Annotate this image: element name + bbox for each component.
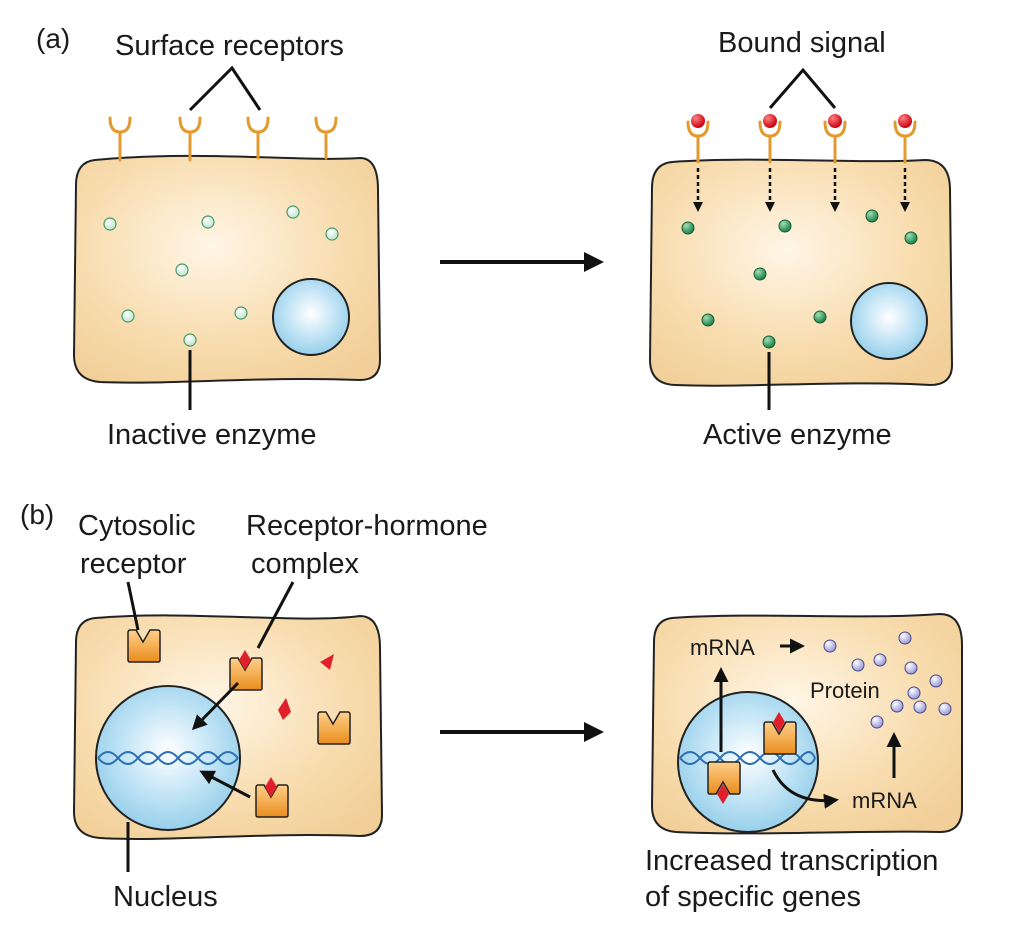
active-enzyme-dot: [866, 210, 878, 222]
receptor-icon: [760, 114, 780, 162]
active-enzyme-dot: [905, 232, 917, 244]
active-enzyme-dot: [682, 222, 694, 234]
cell-left-a: [74, 156, 380, 383]
inactive-enzyme-label: Inactive enzyme: [107, 419, 317, 451]
protein-dot: [824, 640, 836, 652]
inactive-enzyme-dot: [202, 216, 214, 228]
signal-molecule: [691, 114, 705, 128]
inactive-enzyme-dot: [184, 334, 196, 346]
active-enzyme-dot: [779, 220, 791, 232]
mrna-bottom-label: mRNA: [852, 788, 917, 813]
signal-molecule: [898, 114, 912, 128]
receptor-icon: [688, 114, 708, 162]
active-enzyme-label: Active enzyme: [703, 419, 892, 451]
protein-dot: [914, 701, 926, 713]
protein-dot: [930, 675, 942, 687]
surface-receptors-pointer: [190, 68, 260, 110]
cytosolic-receptor-label-line1: Cytosolic: [78, 510, 196, 542]
receptor-icon: [180, 118, 200, 160]
nucleus-left-a: [273, 279, 349, 355]
cytosolic-receptor-label-line2: receptor: [80, 548, 187, 580]
receptor-icon: [895, 114, 915, 162]
complex-label-line2: complex: [251, 548, 359, 580]
receptor-icon: [248, 118, 268, 158]
protein-dot: [939, 703, 951, 715]
protein-dot: [908, 687, 920, 699]
nucleus-label: Nucleus: [113, 881, 218, 913]
protein-dot: [905, 662, 917, 674]
signal-molecule: [763, 114, 777, 128]
inactive-enzyme-dot: [104, 218, 116, 230]
inactive-enzyme-dot: [287, 206, 299, 218]
mrna-top-label: mRNA: [690, 635, 755, 660]
active-enzyme-dot: [702, 314, 714, 326]
protein-dot: [891, 700, 903, 712]
result-label-line1: Increased transcription: [645, 845, 939, 877]
inactive-enzyme-dot: [326, 228, 338, 240]
receptor-icon: [825, 114, 845, 162]
receptor-icon: [110, 118, 130, 160]
inactive-enzyme-dot: [176, 264, 188, 276]
protein-dot: [871, 716, 883, 728]
bound-signal-pointer: [770, 70, 835, 108]
inactive-enzyme-dot: [122, 310, 134, 322]
signal-molecule: [828, 114, 842, 128]
panel-a-label: (a): [36, 23, 71, 54]
active-enzyme-dot: [763, 336, 775, 348]
active-enzyme-dot: [814, 311, 826, 323]
inactive-enzyme-dot: [235, 307, 247, 319]
result-label-line2: of specific genes: [645, 881, 862, 913]
receptor-icon: [316, 118, 336, 158]
nucleus-right-a: [851, 283, 927, 359]
protein-dot: [874, 654, 886, 666]
bound-receptors: [688, 114, 915, 162]
surface-receptors: [110, 118, 336, 160]
active-enzyme-dot: [754, 268, 766, 280]
protein-dot: [899, 632, 911, 644]
surface-receptors-label: Surface receptors: [115, 30, 344, 62]
bound-signal-label: Bound signal: [718, 27, 886, 59]
protein-label: Protein: [810, 678, 880, 703]
complex-label-line1: Receptor-hormone: [246, 510, 488, 542]
panel-b-label: (b): [20, 499, 55, 530]
protein-dot: [852, 659, 864, 671]
